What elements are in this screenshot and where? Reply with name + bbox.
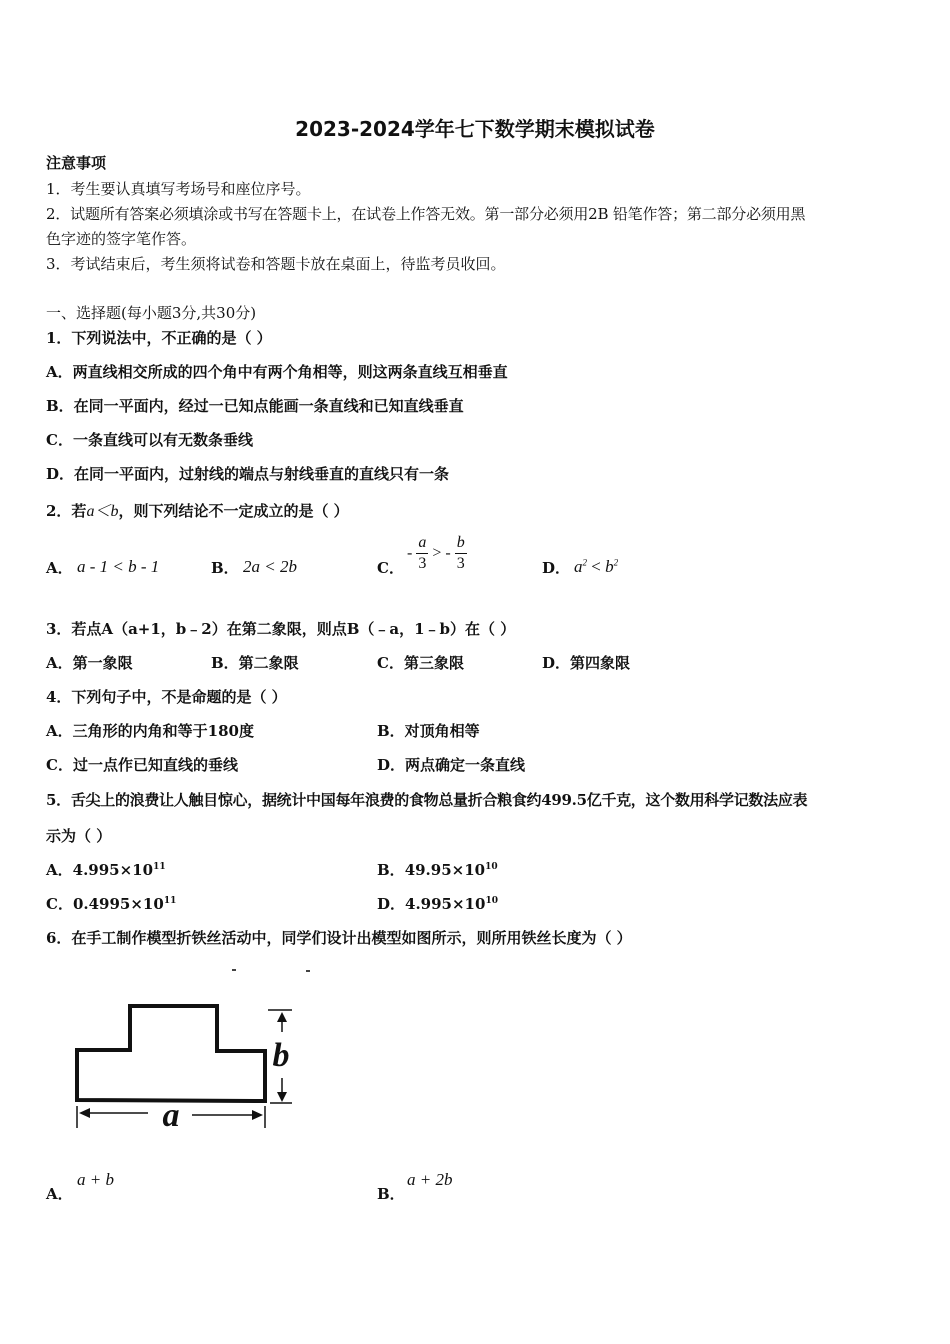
q1-option-a: A．两直线相交所成的四个角中有两个角相等，则这两条直线互相垂直 — [46, 363, 508, 381]
q5-stem-cont: 示为（ ） — [46, 827, 112, 845]
q5-c-base: 0.4995×10 — [72, 895, 164, 913]
q5-b-label: B． — [377, 861, 405, 879]
q2-c-neg2: - — [445, 544, 451, 562]
q2-c-num2: b — [455, 533, 467, 554]
q3-option-c: C．第三象限 — [377, 654, 464, 672]
q2-c-den1: 3 — [418, 555, 427, 572]
dim-b-up-arrow — [277, 1012, 287, 1022]
q4-option-a: A．三角形的内角和等于180度 — [46, 722, 254, 740]
notice-item-2: 2．试题所有答案必须填涂或书写在答题卡上，在试卷上作答无效。第一部分必须用2B 铅笔作答；第二部分必须用黑 — [46, 205, 806, 223]
q6-label-b: B． — [377, 1185, 405, 1203]
q3-option-d: D．第四象限 — [542, 654, 631, 672]
q3-option-b: B．第二象限 — [211, 654, 299, 672]
q2-label-a: A． — [46, 559, 73, 577]
q2-c-den2: 3 — [456, 555, 465, 572]
q2-d-base1: a — [574, 557, 583, 576]
page-title: 2023-2024学年七下数学期末模拟试卷 — [295, 117, 655, 141]
q5-c-label: C． — [46, 895, 73, 913]
q5-d-exp: 10 — [485, 896, 498, 906]
q5-stem: 5．舌尖上的浪费让人触目惊心，据统计中国每年浪费的食物总量折合粮食约499.5亿千克，这个数用科学记数法应表 — [46, 791, 808, 809]
q6-label-a: A． — [46, 1185, 73, 1203]
q6-option-a: a + b — [77, 1170, 114, 1189]
q2-option-a: a - 1 < b - 1 — [77, 557, 160, 576]
q2-option-d — [574, 557, 618, 577]
q3-stem: 3．若点A（a+1，b﹣2）在第二象限，则点B（﹣a，1﹣b）在（ ） — [46, 620, 516, 638]
q5-option-c — [46, 893, 176, 914]
q4-option-b: B．对顶角相等 — [377, 722, 480, 740]
q5-d-label: D． — [377, 895, 406, 913]
q5-option-d — [377, 893, 498, 914]
q2-c-neg1: - — [407, 544, 413, 562]
dim-b-down-arrow — [277, 1092, 287, 1102]
q1-option-b: B．在同一平面内，经过一已知点能画一条直线和已知直线垂直 — [46, 397, 464, 415]
q2-d-rel: < — [587, 557, 606, 576]
q2-option-c — [407, 533, 467, 574]
q5-a-exp: 11 — [153, 862, 166, 872]
q3-option-a: A．第一象限 — [46, 654, 133, 672]
q2-stem — [46, 498, 349, 521]
q5-a-base: 4.995×10 — [72, 861, 154, 879]
notice-item-3: 3．考试结束后，考生须将试卷和答题卡放在桌面上，待监考员收回。 — [46, 255, 506, 273]
q6-figure — [60, 960, 310, 1140]
q2-label-c: C． — [377, 559, 404, 577]
q2-d-exp2: 2 — [613, 557, 619, 568]
notice-item-2-cont: 色字迹的签字笔作答。 — [46, 230, 197, 248]
notice-heading: 注意事项 — [46, 154, 107, 172]
q5-d-base: 4.995×10 — [405, 895, 486, 913]
q2-label-d: D． — [542, 559, 571, 577]
q1-stem: 1．下列说法中，不正确的是（ ） — [46, 329, 272, 347]
q2-d-exp1: 2 — [582, 557, 587, 568]
q2-stem-prefix: 2．若 — [46, 502, 87, 520]
q2-stem-suffix: ，则下列结论不一定成立的是（ ） — [118, 502, 349, 520]
q2-c-frac1 — [416, 533, 428, 574]
q5-b-base: 49.95×10 — [404, 861, 486, 879]
figure-outline — [77, 1006, 265, 1101]
q2-label-b: B． — [211, 559, 239, 577]
q5-a-label: A． — [46, 861, 73, 879]
notice-item-1: 1．考生要认真填写考场号和座位序号。 — [46, 180, 311, 198]
q4-stem: 4．下列句子中，不是命题的是（ ） — [46, 688, 287, 706]
q2-condition: a＜b — [86, 503, 119, 520]
q6-option-b: a + 2b — [407, 1170, 453, 1189]
q2-d-base2: b — [605, 557, 614, 576]
q2-c-rel: > — [432, 544, 442, 562]
q1-option-c: C．一条直线可以有无数条垂线 — [46, 431, 253, 449]
section-heading: 一、选择题(每小题3分,共30分) — [46, 304, 257, 322]
q5-option-b — [377, 859, 498, 880]
dim-a-label: a — [162, 1097, 180, 1134]
q5-c-exp: 11 — [163, 896, 177, 906]
dim-a-left-arrow — [79, 1108, 90, 1118]
dim-a-right-arrow — [252, 1110, 263, 1120]
dim-b-label: b — [272, 1037, 290, 1074]
q5-option-a — [46, 859, 166, 880]
q4-option-d: D．两点确定一条直线 — [377, 756, 526, 774]
q2-c-frac2 — [455, 533, 467, 574]
figure-speck — [232, 969, 236, 971]
q5-b-exp: 10 — [485, 862, 498, 872]
q1-option-d: D．在同一平面内，过射线的端点与射线垂直的直线只有一条 — [46, 465, 450, 483]
q2-c-num1: a — [416, 533, 428, 554]
q4-option-c: C．过一点作已知直线的垂线 — [46, 756, 238, 774]
q2-option-b: 2a < 2b — [243, 557, 297, 576]
q6-stem: 6．在手工制作模型折铁丝活动中，同学们设计出模型如图所示，则所用铁丝长度为（ ） — [46, 929, 632, 947]
figure-speck — [306, 970, 310, 972]
